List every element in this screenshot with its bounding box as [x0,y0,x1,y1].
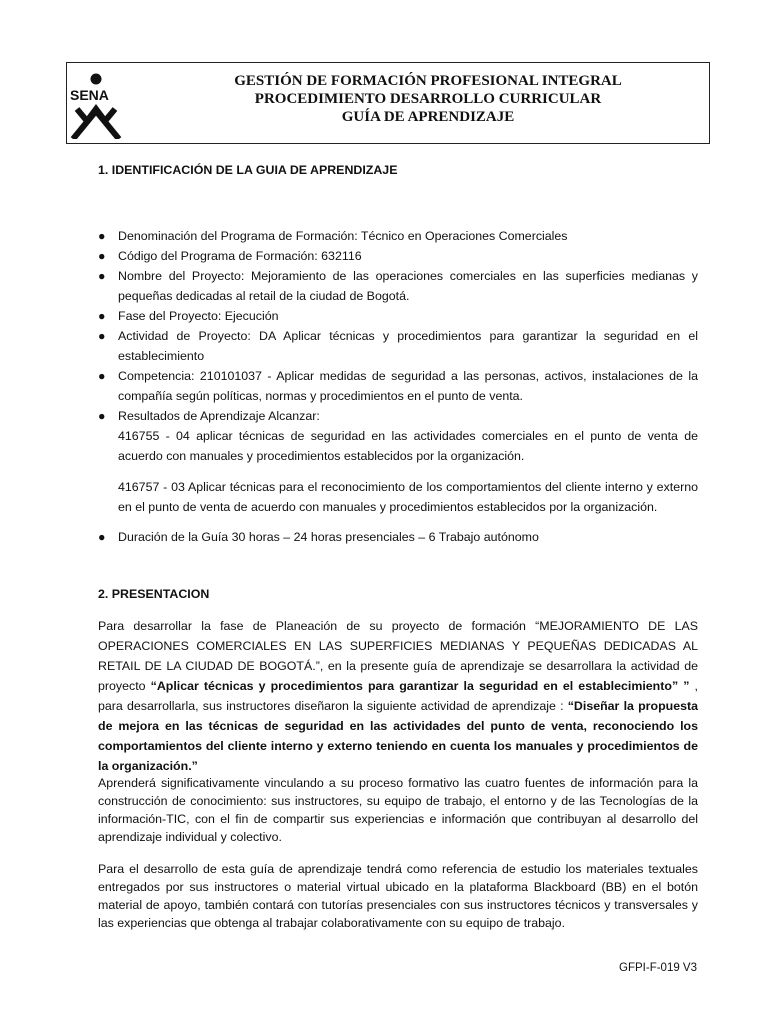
section-2-title [98,584,698,604]
list-item-text: Actividad de Proyecto: DA Aplicar técnicas y procedimientos para garantizar la seguridad en el establecimiento [118,329,698,363]
identification-list [98,226,698,547]
section-1-title-text: 1. IDENTIFICACIÓN DE LA GUIA DE APRENDIZAJE [98,163,398,177]
header-title-3: GUÍA DE APRENDIZAJE [341,109,515,125]
p2-text: Aprenderá significativamente vinculando a su proceso formativo las cuatro fuentes de información para la construcción de conocimiento: sus instructores, su equipo de trabajo, el entorno y de las Tecnologías de la información-TIC, con el fin de compartir sus experiencias e información que contribuyan al desarrollo del aprendizaje individual y colectivo. [98,776,698,844]
list-item [98,306,698,326]
list-item-text: Resultados de Aprendizaje Alcanzar: [118,409,320,423]
header-titles [157,72,699,126]
p1-text-c: , para desarrollarla, sus instructores diseñaron la siguiente actividad de aprendizaje : [98,679,698,713]
duration-text: Duración de la Guía 30 horas – 24 horas presenciales – 6 Trabajo autónomo [118,530,539,544]
learning-result-1: 416755 - 04 aplicar técnicas de seguridad en las actividades comerciales en el punto de venta de acuerdo con manuales y procedimientos establecidos por la organización. [118,429,698,463]
presentation-paragraph-3 [98,860,698,932]
learning-result-2: 416757 - 03 Aplicar técnicas para el reconocimiento de los comportamientos del cliente interno y externo en el punto de venta de acuerdo con manuales y procedimientos establecidos por la organización. [118,480,698,514]
section-2-title-text: 2. PRESENTACION [98,587,210,601]
list-item-text: Nombre del Proyecto: Mejoramiento de las operaciones comerciales en las superficies medianas y pequeñas dedicadas al retail de la ciudad de Bogotá. [118,269,698,303]
section-1-title [98,160,698,180]
list-item-text: Fase del Proyecto: Ejecución [118,309,279,323]
bullet-icon: ● [98,249,106,263]
bullet-icon: ● [98,409,106,423]
list-item [98,527,698,547]
header-title-1: GESTIÓN DE FORMACIÓN PROFESIONAL INTEGRAL [234,73,622,89]
presentation-paragraph-1 [98,616,698,776]
list-item [98,246,698,266]
presentation-paragraph-2 [98,774,698,846]
sena-logo [67,73,129,139]
bullet-icon: ● [98,530,106,544]
bullet-icon: ● [98,309,106,323]
p3-text: Para el desarrollo de esta guía de aprendizaje tendrá como referencia de estudio los materiales textuales entregados por sus instructores o material virtual ubicado en la plataforma Blackboard (BB) en el botón material de apoyo, también contará con tutorías presenciales con sus instructores técnicos y transversales y las experiencias que obtenga al trabajar colaborativamente con su equipo de trabajo. [98,862,698,930]
bullet-icon: ● [98,269,106,283]
sena-logo-text: SENA [70,87,109,103]
bullet-icon: ● [98,329,106,343]
bullet-icon: ● [98,369,106,383]
list-item [98,266,698,306]
list-item [98,366,698,406]
bullet-icon: ● [98,229,106,243]
p1-activity-name: “Aplicar técnicas y procedimientos para garantizar la seguridad en el establecimiento” ” [150,679,690,693]
list-item [98,326,698,366]
header-title-2: PROCEDIMIENTO DESARROLLO CURRICULAR [254,91,602,107]
list-item-text: Competencia: 210101037 - Aplicar medidas de seguridad a las personas, activos, instalaciones de la compañía según políticas, normas y procedimientos en el punto de venta. [118,369,698,403]
document-header [66,62,710,144]
list-item-text: Código del Programa de Formación: 632116 [118,249,362,263]
p1-learning-activity: “Diseñar la propuesta de mejora en las técnicas de seguridad en las actividades del punto de venta, reconociendo los comportamientos del cliente interno y externo teniendo en cuenta los manuales y procedimientos de la organización.” [98,699,699,773]
list-item [98,226,698,246]
list-item [98,406,698,426]
list-item-text: Denominación del Programa de Formación: Técnico en Operaciones Comerciales [118,229,568,243]
p1-text-a: Para desarrollar la fase de Planeación de su proyecto de formación “MEJORAMIENTO DE LAS OPERACIONES COMERCIALES EN LAS SUPERFICIES MEDIANAS Y PEQUEÑAS DEDICADAS AL RETAIL DE LA CIUDAD DE BOGOTÁ.”, en la presente guía de aprendizaje se desarrollara la actividad de proyecto [98,619,698,693]
form-code: GFPI-F-019 V3 [619,962,697,974]
